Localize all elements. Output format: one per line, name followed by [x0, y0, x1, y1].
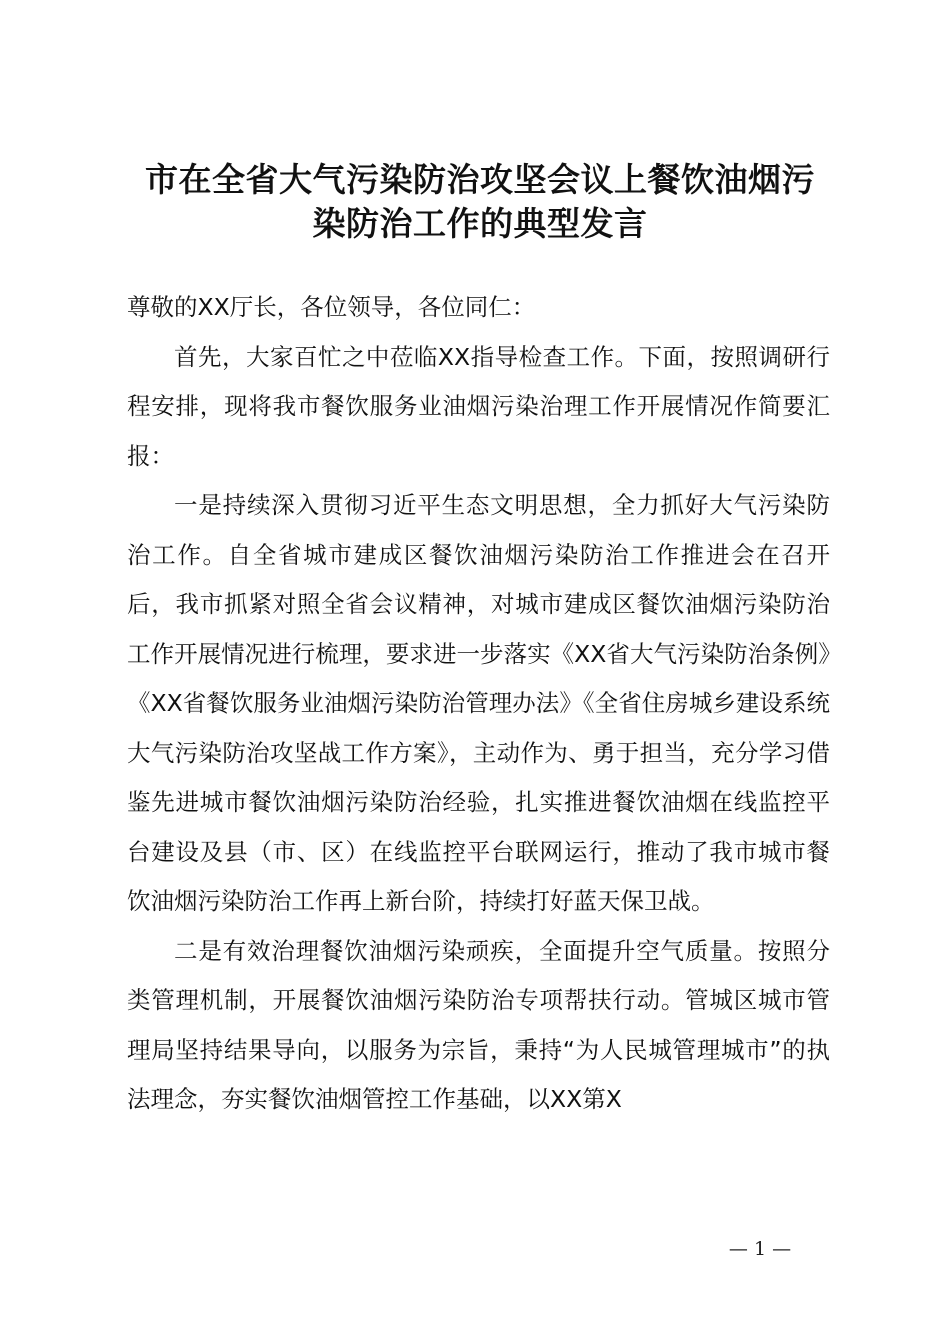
document-title [110, 158, 850, 246]
page-number: — 1 — [728, 1238, 792, 1260]
salutation: 尊敬的XX厅长，各位领导，各位同仁： [127, 293, 536, 321]
title-line-1: 市在全省大气污染防治攻坚会议上餐饮油烟污 [145, 160, 815, 199]
paragraph-point-one: 一是持续深入贯彻习近平生态文明思想，全力抓好大气污染防治工作。自全省城市建成区餐饮油烟污染防治工作推进会在召开后，我市抓紧对照全省会议精神，对城市建成区餐饮油烟污染防治工作开展情况进行梳理，要求进一步落实《XX省大气污染防治条例》《XX省餐饮服务业油烟污染防治管理办法》《全省住房城乡建设系统大气污染防治攻坚战工作方案》，主动作为、勇于担当，充分学习借鉴先进城市餐饮油烟污染防治经验，扎实推进餐饮油烟在线监控平台建设及县（市、区）在线监控平台联网运行，推动了我市城市餐饮油烟污染防治工作再上新台阶，持续打好蓝天保卫战。 [127, 491, 830, 915]
document-body [127, 283, 830, 1125]
title-line-2: 染防治工作的典型发言 [312, 204, 648, 243]
paragraph-intro: 首先，大家百忙之中莅临XX指导检查工作。下面，按照调研行程安排，现将我市餐饮服务业油烟污染治理工作开展情况作简要汇报： [127, 342, 830, 470]
paragraph-point-two: 二是有效治理餐饮油烟污染顽疾，全面提升空气质量。按照分类管理机制，开展餐饮油烟污染防治专项帮扶行动。管城区城市管理局坚持结果导向，以服务为宗旨，秉持“为人民城管理城市”的执法理念，夯实餐饮油烟管控工作基础，以XX第X [127, 936, 830, 1113]
